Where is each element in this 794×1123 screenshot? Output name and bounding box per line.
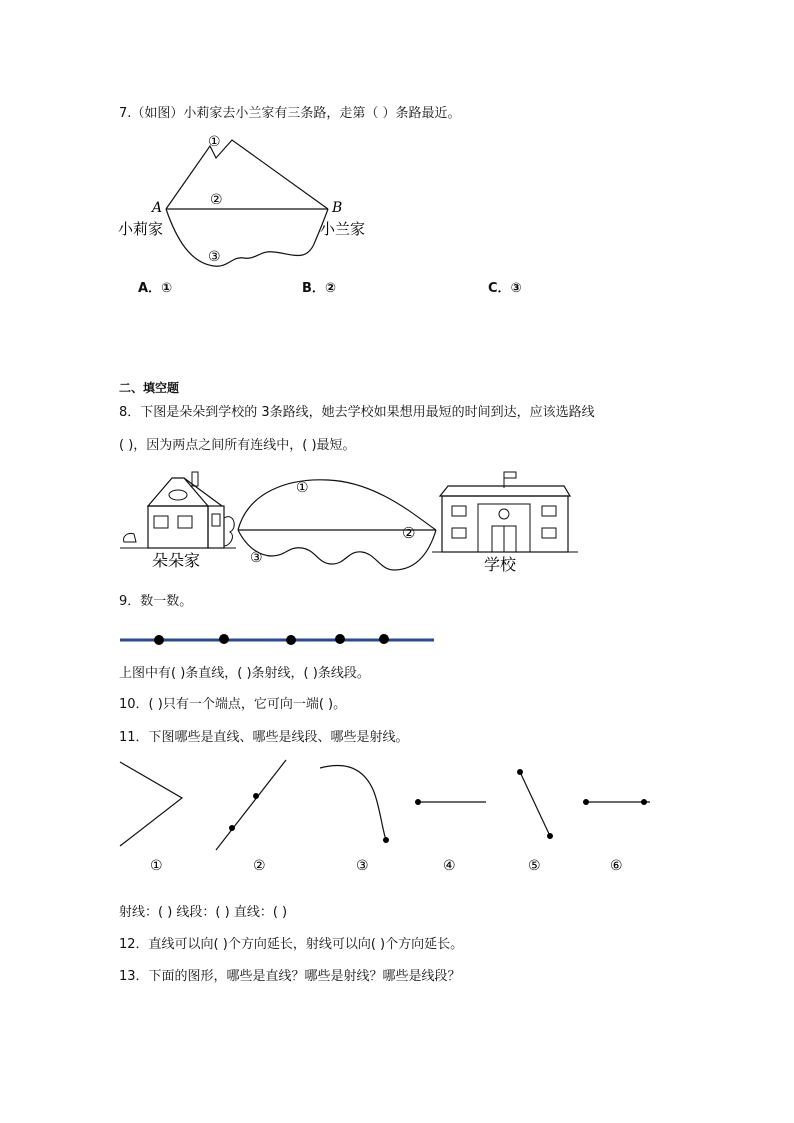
q8-path-2-label: ②	[402, 524, 416, 542]
section-title: 二、填空题	[119, 381, 180, 395]
q7-point-b: B	[332, 200, 343, 216]
q7-diagram	[110, 128, 370, 268]
q7-path-3-label: ③	[208, 249, 221, 265]
q8-line-1: 8．下图是朵朵到学校的 3条路线，她去学校如果想用最短的时间到达，应该选路线	[119, 405, 595, 420]
q9-title: 9．数一数。	[119, 594, 193, 609]
q7-text: 7.（如图）小莉家去小兰家有三条路，走第（ ）条路最近。	[119, 106, 461, 121]
q7-path-1	[166, 140, 328, 209]
q11-figure-4	[415, 799, 486, 805]
q11-title: 11．下图哪些是直线、哪些是线段、哪些是射线。	[119, 730, 409, 745]
q8-path-3-label: ③	[250, 550, 263, 566]
q8-home-label: 朵朵家	[152, 551, 201, 570]
q11-label-2: ②	[253, 858, 266, 874]
q11-answer: 射线：( ) 线段：( ) 直线：( )	[119, 905, 288, 920]
q11-label-5: ⑤	[528, 858, 541, 874]
q11-label-3: ③	[356, 858, 369, 874]
q7-option-a[interactable]: A．①	[138, 281, 173, 296]
q11-figures	[110, 758, 670, 878]
q8-path-1	[238, 480, 436, 530]
q9-point	[219, 634, 229, 644]
school-icon	[432, 472, 578, 552]
q11-figure-5	[517, 769, 553, 839]
q11-label-6: ⑥	[610, 858, 623, 874]
q8-path-1-label: ①	[296, 480, 309, 496]
q12-text: 12．直线可以向( )个方向延长，射线可以向( )个方向延长。	[119, 937, 464, 952]
q11-figure-1	[120, 762, 182, 846]
q8-line-2: ( )，因为两点之间所有连线中，( )最短。	[119, 438, 356, 453]
q11-figure-2	[216, 760, 286, 850]
q11-label-1: ①	[150, 858, 163, 874]
q9-point	[286, 635, 296, 645]
q7-path-3	[166, 209, 328, 266]
q7-option-b[interactable]: B．②	[302, 281, 336, 296]
q13-text: 13．下面的图形，哪些是直线？哪些是射线？哪些是线段？	[119, 969, 461, 984]
q7-path-1-label: ①	[208, 134, 221, 150]
q8-diagram	[118, 470, 578, 580]
q8-school-label: 学校	[484, 555, 517, 574]
q11-figure-6	[583, 799, 650, 805]
q9-point	[379, 634, 389, 644]
q7-home-b: 小兰家	[320, 220, 366, 238]
q7-point-a: A	[152, 200, 163, 216]
q9-point	[335, 634, 345, 644]
q7-path-2-label: ②	[210, 192, 223, 208]
q10-text: 10．( )只有一个端点，它可向一端( )。	[119, 697, 347, 712]
q11-label-4: ④	[443, 858, 456, 874]
q11-figure-3	[320, 765, 389, 843]
q7-home-a: 小莉家	[118, 220, 164, 238]
q7-option-c[interactable]: C．③	[488, 281, 522, 296]
q9-point	[154, 635, 164, 645]
q9-number-line	[118, 630, 438, 650]
house-icon	[120, 472, 236, 548]
q9-answer: 上图中有( )条直线，( )条射线，( )条线段。	[119, 666, 370, 681]
